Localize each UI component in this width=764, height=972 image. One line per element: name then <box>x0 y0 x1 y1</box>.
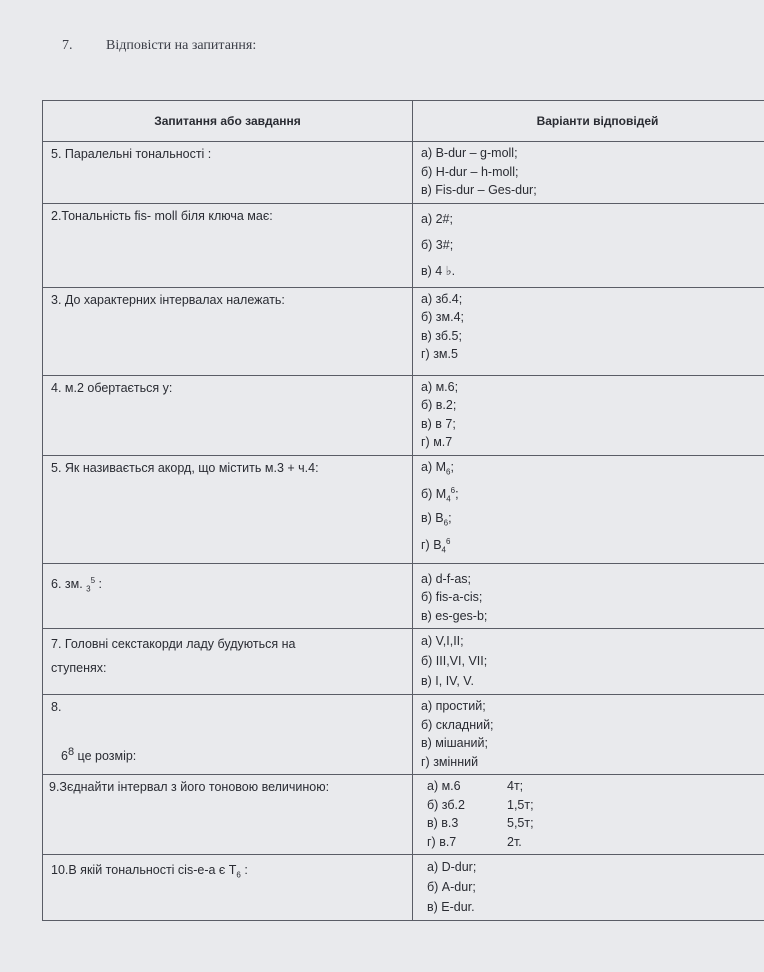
answer-text: б) М <box>421 486 447 501</box>
answers-cell <box>413 455 764 563</box>
answer-option: в) зб.5; <box>421 328 462 343</box>
table-row <box>43 455 764 563</box>
meter-base: 6 <box>61 748 68 763</box>
task-heading <box>62 38 256 54</box>
interval-name: в) в.3 <box>427 816 459 831</box>
answers-cell <box>413 695 764 775</box>
answer-option: в) 4 ♭. <box>421 263 456 278</box>
answer-option: а) D-dur; <box>427 860 477 875</box>
answer-option <box>421 482 764 509</box>
question-table <box>42 100 764 921</box>
interval-name: г) в.7 <box>427 834 457 849</box>
question-cell: 5. Як називається акорд, що містить м.3 + ч.4: <box>43 455 413 563</box>
answer-option <box>421 509 764 533</box>
answer-option <box>427 796 764 815</box>
table-row <box>43 775 764 855</box>
header-answers: Варіанти відповідей <box>413 101 764 142</box>
chord-subscript: 4 <box>441 545 446 555</box>
answers-cell <box>413 563 764 629</box>
interval-name: а) м.6 <box>427 779 461 794</box>
interval-value: 2т. <box>507 834 522 849</box>
table-row <box>43 142 764 204</box>
answer-option: г) змінний <box>421 754 479 769</box>
answer-text: ; <box>448 510 452 525</box>
question-text: це розмір: <box>74 748 137 763</box>
table-row <box>43 203 764 287</box>
answer-option: а) V,I,II; <box>421 634 464 649</box>
header-question: Запитання або завдання <box>43 101 413 142</box>
interval-value: 1,5т; <box>507 797 534 812</box>
chord-subscript: 6 <box>446 467 451 476</box>
answer-option: б) зм.4; <box>421 310 465 324</box>
table-row <box>43 563 764 629</box>
answer-option <box>427 777 764 796</box>
question-cell: 4. м.2 обертається у: <box>43 375 413 455</box>
chord-subscript: 4 <box>446 494 451 504</box>
answer-option: б) A-dur; <box>427 880 476 895</box>
table-row <box>43 375 764 455</box>
meter-expression <box>51 745 137 763</box>
interval-subscript: 3 <box>86 584 91 594</box>
answer-option <box>427 833 764 852</box>
answer-option <box>421 533 764 560</box>
question-number: 8. <box>51 700 62 715</box>
answer-text: г) В <box>421 537 442 552</box>
answer-option: б) в.2; <box>421 398 457 412</box>
answer-option: а) м.6; <box>421 379 459 394</box>
question-text: 10.В якій тональності cis-e-a є Т <box>51 863 237 878</box>
answer-option: г) м.7 <box>421 435 453 449</box>
answer-text: а) М <box>421 459 446 474</box>
answer-option: а) d-f-as; <box>421 571 472 586</box>
question-cell: 2.Тональність fis- moll біля ключа має: <box>43 203 413 287</box>
spacer <box>51 717 404 743</box>
answer-option <box>427 814 764 833</box>
table-row <box>43 695 764 775</box>
answer-option: в) в 7; <box>421 416 456 431</box>
answer-option: б) 3#; <box>421 237 454 252</box>
answer-option: в) мішаний; <box>421 736 488 751</box>
meter-superscript: 8 <box>67 745 75 758</box>
question-cell: 5. Паралельні тональності : <box>43 142 413 204</box>
answer-option: а) 2#; <box>421 211 453 226</box>
answers-cell <box>413 287 764 375</box>
answer-option: б) fis-a-cis; <box>421 590 483 605</box>
table-row <box>43 287 764 375</box>
interval-value: 5,5т; <box>507 816 534 831</box>
chord-superscript: 6 <box>450 485 456 495</box>
interval-superscript: 5 <box>90 575 96 585</box>
table-header-row <box>43 101 764 142</box>
question-cell: 3. До характерних інтервалах належать: <box>43 287 413 375</box>
question-text: 6. зм. <box>51 576 87 591</box>
task-title: Відповісти на запитання: <box>106 38 257 53</box>
answer-option: б) H-dur – h-moll; <box>421 164 519 179</box>
answers-cell <box>413 629 764 695</box>
answers-cell <box>413 375 764 455</box>
answer-option: а) простий; <box>421 699 486 714</box>
question-text: : <box>95 576 103 591</box>
interval-name: б) зб.2 <box>427 797 465 812</box>
interval-value: 4т; <box>507 779 524 794</box>
answer-option <box>421 458 764 482</box>
answer-option: в) I, IV, V. <box>421 674 474 689</box>
answer-option: а) зб.4; <box>421 291 463 306</box>
answer-option: г) зм.5 <box>421 347 458 361</box>
answer-text: ; <box>455 486 459 501</box>
table-row <box>43 629 764 695</box>
question-cell <box>43 563 413 629</box>
answer-text: ; <box>450 459 454 474</box>
answer-option: а) B-dur – g-moll; <box>421 146 518 160</box>
answer-option: б) складний; <box>421 717 494 732</box>
table-row <box>43 855 764 921</box>
question-cell <box>43 695 413 775</box>
chord-subscript: 6 <box>443 518 449 528</box>
answer-option: в) E-dur. <box>427 900 475 915</box>
answer-option: в) Fis-dur – Ges-dur; <box>421 183 537 197</box>
answers-cell <box>413 855 764 921</box>
question-cell <box>43 855 413 921</box>
tonic-subscript: 6 <box>236 870 241 880</box>
answers-cell <box>413 142 764 204</box>
answer-text: в) В <box>421 510 444 525</box>
answers-cell <box>413 203 764 287</box>
question-text: : <box>240 863 248 878</box>
question-cell: 7. Головні секстакорди ладу будуються на ступенях: <box>43 629 413 695</box>
answer-option: в) es-ges-b; <box>421 608 488 623</box>
answers-cell <box>413 775 764 855</box>
task-number: 7. <box>62 38 73 53</box>
question-cell: 9.Зєднайти інтервал з його тоновою величиною: <box>43 775 413 855</box>
chord-superscript: 6 <box>446 536 451 546</box>
answer-option: б) III,VI, VII; <box>421 654 488 669</box>
